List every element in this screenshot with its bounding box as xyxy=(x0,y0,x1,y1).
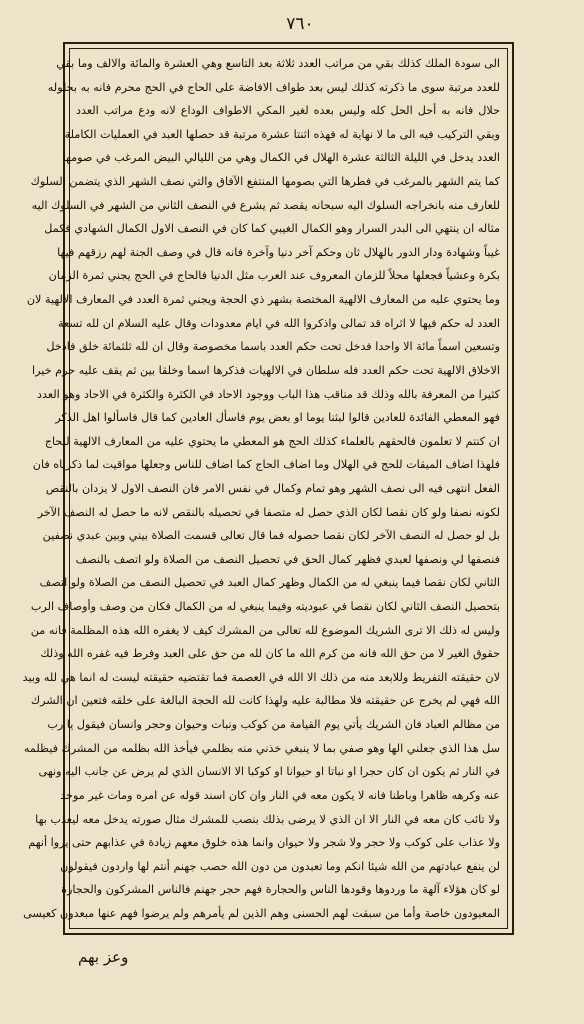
catchword: وعز بهم xyxy=(78,948,129,966)
text-line: لان حقيقته التفريط وللابعد منه من ذلك الا الله في العصمة فما تقتضيه حقيقته ليست له انما هي لله وبيد xyxy=(22,670,500,684)
text-line: وما يحتوي عليه من المعارف الالهية المختصة بشهر ذي الحجة ويجني ثمرة العدد في المعارف الالهية لان xyxy=(26,293,500,307)
text-line: في النار ثم يكون ان كان حجرا او نباتا او حيوانا او كوكبا الا الانسان الذي لم يرض عن جانب اليه ونهى xyxy=(38,765,500,779)
text-line: المعبودون خاصة وأما من سبقت لهم الحسنى وهم الذين لم يأمرهم ولم يرضوا فهم عنها مبعدون كعيسى xyxy=(23,906,500,920)
text-line: لكونه نصفا ولو كان نقصا لكان الذي حصل له متصفا في تحصيله بالنقص لانه ما حصل له النصف الآخر xyxy=(37,505,500,519)
text-line: وبقي التركيب فيه الى ما لا نهاية له فهذه اثنتا عشرة مرتبة قد حصلها العبد في العمليات الكاملة xyxy=(64,127,500,141)
text-line: حلال فانه به أحل الحل كله وليس بعده لغير المكي الاطواف الوداع لانه ودع مراتب العدد xyxy=(76,104,500,118)
text-line: سل هذا الذي جعلني الها وهو صفي بما لا ينبغي خذني منه بظلمي فيأخذ الله بظلمه من المشرك فيظلمه xyxy=(23,741,500,755)
text-line: حقوق الغير لا من حق الله فانه من كرم الله ما كان لله من حق على العبد وفرط فيه غفره الله وذلك xyxy=(40,647,500,661)
text-line: كثيرا من المعرفة بالله وذلك قد مناقب هذا الباب ووجود الاحاد في الكثرة والكثرة في الاحاد وهو العدد xyxy=(36,387,500,401)
text-line: لو كان هؤلاء آلهة ما وردوها وقودها الناس والحجارة فهم حجر جهنم فالناس المشركون والحجارة xyxy=(61,883,500,897)
text-body xyxy=(22,50,506,928)
text-line: ولا عذاب على كوكب ولا حجر ولا شجر ولا حيوان وانما هذه خلوق معهم زيادة في عذابهم حتى يروا أنهم xyxy=(28,836,500,850)
text-line: الاخلاق الالهية تحت حكم العدد فله سلطان في الالهيات فذكرها اسما وخلقا بين ثم يقف عليه حرم خيرا xyxy=(32,363,500,377)
text-line: غيباً وشهادة ودار الدور بالهلال ثان وحكم آخر دنيا وآخرة فانه قال في وصف الجنة لهم رزقهم فيها xyxy=(57,245,500,259)
text-line: مثاله ان ينتهي الى البدر السرار وهو الكمال الغيبي كما كان في النصف الاول الكمال الشهادي فكمل xyxy=(44,222,500,236)
text-line: ان كنتم لا تعلمون فالحقهم بالعلماء كذلك الحج هو المعطي ما يحتوي عليه من المعارف الالهية للحاج xyxy=(44,434,500,448)
text-line: كما يتم الشهر بالمرغب في فطرها التي بصومها المنتفع الآفاق والتي نصف الشهر الذي يتضمن السلوك xyxy=(30,175,500,189)
text-line: الثاني لكان نقصا فيما ينبغي له من الكمال وظهر كمال العبد في تحصيل النصف من الصلاة ولو اتصف xyxy=(39,576,500,590)
text-line: للعدد مرتبة سوى ما ذكرته كذلك ليس بعد طواف الافاضة على الحاج في الحج محرم فانه به بحلوله xyxy=(47,80,500,94)
page-number: ٧٦٠ xyxy=(286,14,314,34)
text-line: بتحصيل النصف الثاني لكان نقصا في عبوديته وفيما ينبغي له من الكمال فكان من وصف وأوصاف الرب xyxy=(30,600,500,614)
text-line: الله فهي لم يخرج عن حقيقته فلا مطالبة عليه ولهذا كانت لله الحجة البالغة على خلقه فتعين ان الشرك xyxy=(30,694,500,708)
text-line: لن ينفع عبادتهم من الله شيئا انكم وما تعبدون من دون الله حصب جهنم أنتم لها واردون فيقولون xyxy=(60,859,500,873)
text-line: وتسعين اسماً مائة الا واحدا فدخل تحت حكم العدد باسما مخصوصة وقال ان لله ثلثمائة خلق فادخل xyxy=(46,340,500,354)
text-line: الفعل انتهى فيه الى نصف الشهر وهو تمام وكمال في نفس الامر فان النصف الاول لا يزدان بالنقص xyxy=(45,481,500,495)
text-line: فنصفها لي ونصفها لعبدي فظهر كمال الحق في تحصيل النصف من الصلاة ولو اتصف بالنصف xyxy=(75,552,500,566)
text-line: العدد له حكم فيها لا اثراه قد تمالى واذكروا الله في ايام معدودات وقال عليه السلام ان لله تسعة xyxy=(57,316,500,330)
text-line: بل لو حصل له النصف الآخر لكان نقصا حصوله فما قال تعالى قسمت الصلاة بيني وبين عبدي نصفين xyxy=(42,529,500,543)
text-line: ولا تائب كان معه في النار الا ان الذي لا يرضى بذلك بنصب للمشرك مثال صورته يدخل معه ليعذب بها xyxy=(35,812,500,826)
text-line: من مظالم العباد فان الشريك يأتي يوم القيامة من كوكب ونبات وحيوان وحجر وانسان فيقول يا رب xyxy=(47,718,500,732)
text-line: فهو المعطي الفائدة للعادين قالوا لبثنا يوما او بعض يوم فاسأل العادين كما قال فاسألوا اهل الذكر xyxy=(55,411,500,425)
text-line: الى سودة الملك كذلك بقي من مراتب العدد ثلاثة بعد التاسع وهي العشرة والمائة والالف وما بقي xyxy=(56,57,500,70)
text-line: فلهذا اضاف الميقات للحج في الهلال وما اضاف الحاج كما اضاف للناس وجعلها مواقيت لما ذكرناه فان xyxy=(32,458,500,472)
text-line: العدد يدخل في الليلة الثالثة عشرة الهلال في الكمال وهي من الليالي البيض المرغب في صومها xyxy=(62,151,500,165)
text-line: وليس له ذلك الا ترى الشريك الموضوع لله تعالى من المشرك كيف لا يغفره الله هذه المظلمة فانه من xyxy=(30,623,500,637)
text-line: عنه وكرهه ظاهرا وباطنا فانه لا يكون معه في النار وان كان اسند قوله عن امره ومات غير موحد xyxy=(60,788,500,802)
text-line: للعارف منه بانخراجه السلوك اليه سبحانه يقصد ثم يشرع في النصف الثاني من الشهر في السلوك اليه xyxy=(31,198,500,212)
text-line: بكرة وعشياً فجعلها محلاً للزمان المعروف عند العرب مثل الدنيا فالحاج في الحج يجني ثمرة الزمان xyxy=(48,269,500,283)
